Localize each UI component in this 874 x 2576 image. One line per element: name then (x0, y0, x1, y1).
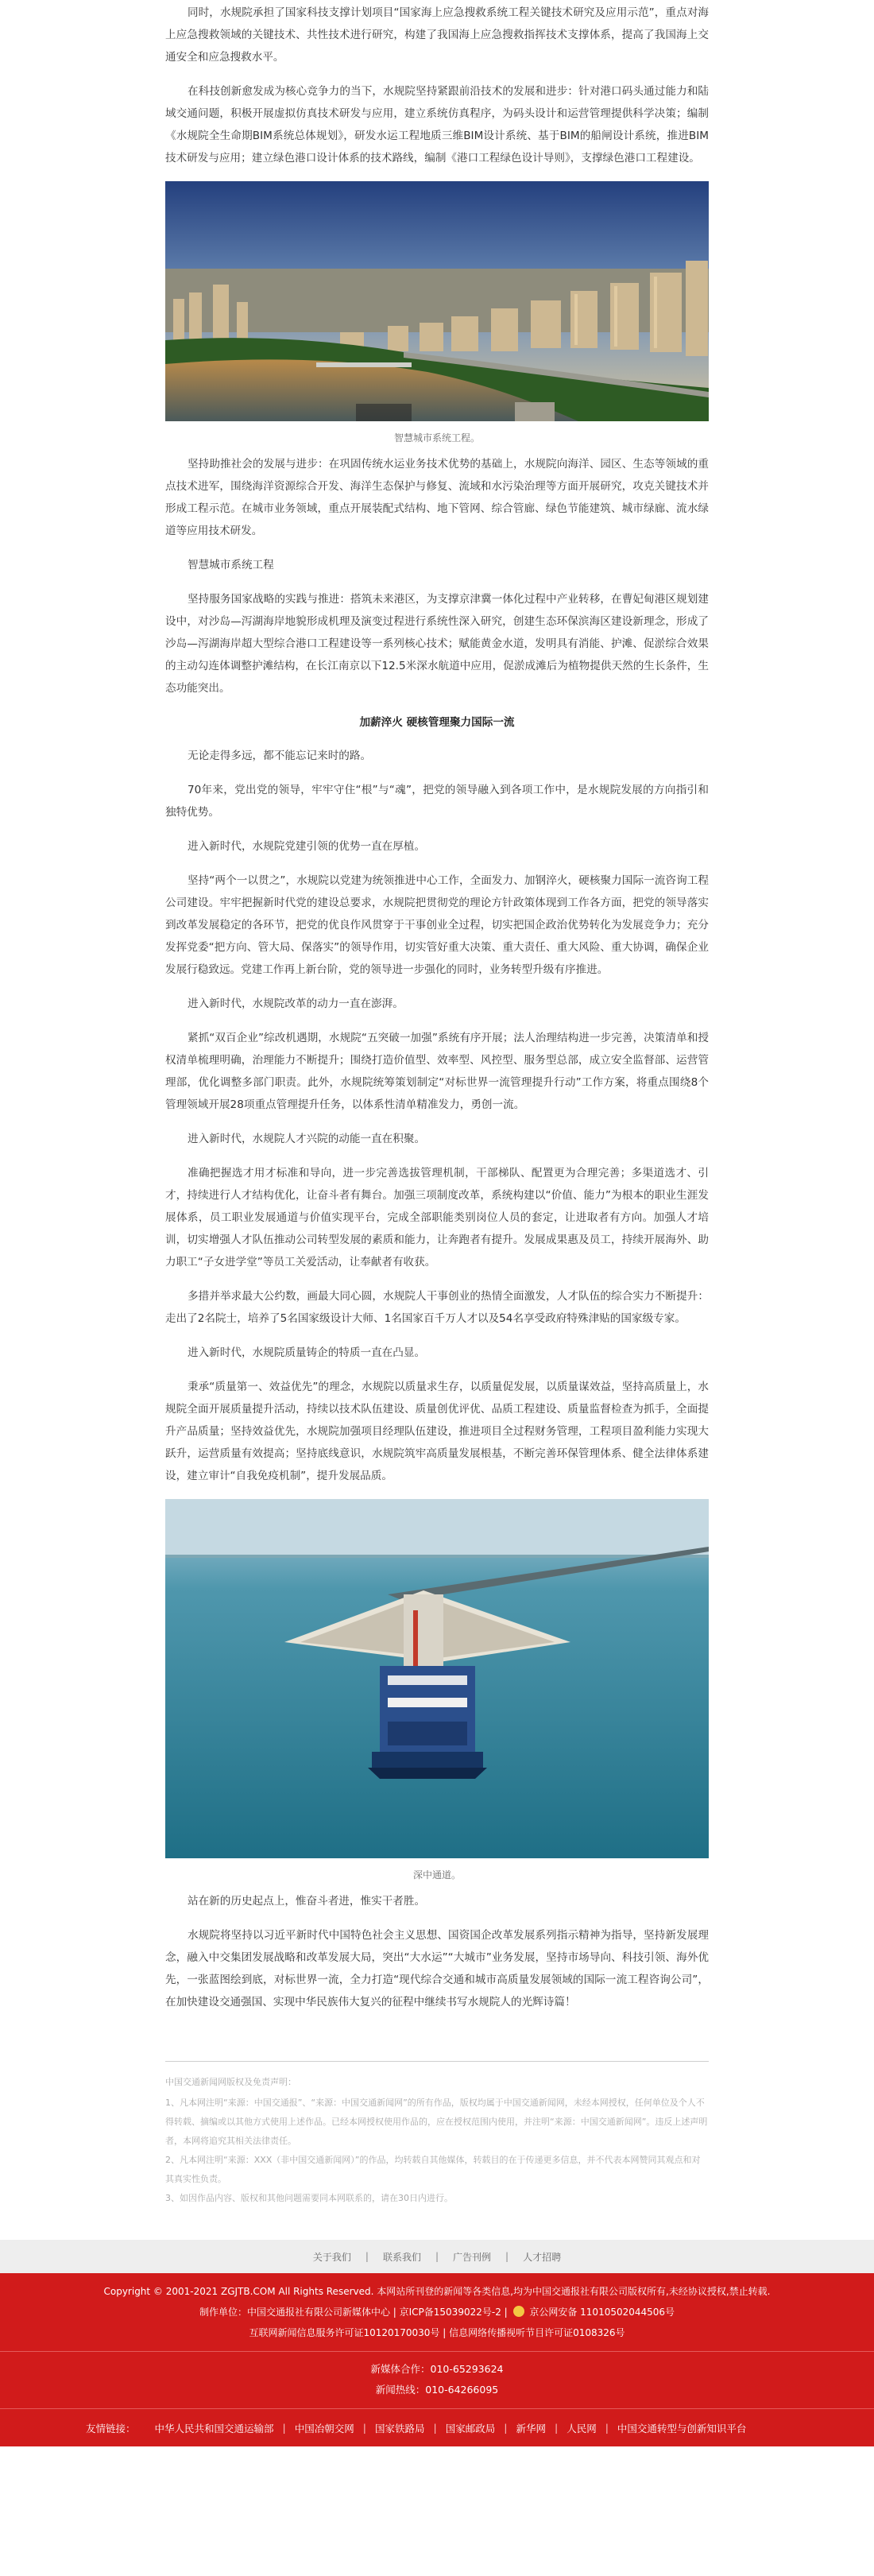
coop-phone: 新媒体合作：010-65293624 (370, 2363, 504, 2375)
bridge-photo (165, 1499, 709, 1858)
footer-copyright (0, 2273, 874, 2351)
divider (165, 2061, 709, 2062)
friend-link[interactable]: 中国冶朝交网 (294, 2422, 354, 2435)
police-record[interactable]: 京公网安备 11010502044506号 (529, 2307, 675, 2318)
article-paragraph: 多措并举求最大公约数，画最大同心圆，水规院人干事创业的热情全面激发，人才队伍的综合实力不断提升：走出了2名院士，培养了5名国家级设计大师、1名国家百千万人才以及54名享受政府特殊津贴的国家级专家。 (165, 1290, 709, 1325)
article-paragraph: 站在新的历史起点上，惟奋斗者进，惟实干者胜。 (188, 1895, 426, 1908)
footer-contact (0, 2351, 874, 2408)
friend-link[interactable]: 中华人民共和国交通运输部 (154, 2422, 274, 2435)
news-hotline: 新闻热线：010-64266095 (375, 2384, 499, 2396)
photo-caption: 深中通道。 (412, 1869, 461, 1881)
photo-caption: 智慧城市系统工程。 (393, 432, 480, 444)
article-paragraph: 同时，水规院承担了国家科技支撑计划项目“国家海上应急搜救系统工程关键技术研究及应用示范”，重点对海上应急搜救领域的关键技术、共性技术进行研究，构建了我国海上应急搜救指挥技术支撑体系，提高了我国海上交通安全和应急搜救水平。 (165, 6, 709, 64)
section-heading: 加薪淬火 硬核管理聚力国际一流 (359, 716, 515, 729)
article-paragraph: 智慧城市系统工程 (188, 559, 274, 571)
footer-link-about[interactable]: 关于我们 (312, 2251, 351, 2263)
footer-link-ads[interactable]: 广告刊例 (453, 2251, 492, 2263)
article-paragraph: 在科技创新愈发成为核心竞争力的当下，水规院坚持紧跟前沿技术的发展和进步：针对港口码头通过能力和陆域交通问题，积极开展虚拟仿真技术研发与应用，建立系统仿真程序，为码头设计和运营管理提供科学决策；编制《水规院全生命期BIM系统总体规划》，研发水运工程地质三维BIM设计系统、基于BIM的船闸设计系统，推进BIM技术研发与应用；建立绿色港口设计体系的技术路线，编制《港口工程绿色设计导则》，支撑绿色港口工程建设。 (165, 85, 709, 165)
article-body (165, 0, 709, 2208)
police-badge-icon (513, 2306, 524, 2317)
article-paragraph: 坚持助推社会的发展与进步：在巩固传统水运业务技术优势的基础上，水规院向海洋、园区、生态等领域的重点技术进军，围绕海洋资源综合开发、海洋生态保护与修复、流域和水污染治理等方面开展研究，攻克关键技术并形成工程示范。在城市业务领域，重点开展装配式结构、地下管网、综合管廊、绿色节能建筑、城市绿廊、流水绿道等应用技术研发。 (165, 458, 709, 537)
copyright-text: Copyright © 2001-2021 ZGJTB.COM All Rights Reserved. 本网站所刊登的新闻等各类信息,均为中国交通报社有限公司版权所有,未经协议授权,禁止转载. (103, 2286, 771, 2297)
friend-link[interactable]: 新华网 (516, 2422, 546, 2435)
article-paragraph: 无论走得多远，都不能忘记来时的路。 (188, 750, 372, 762)
separator: | (605, 2422, 609, 2434)
friend-link[interactable]: 中国交通转型与创新知识平台 (617, 2422, 747, 2435)
separator: | (504, 2422, 508, 2434)
separator: | (282, 2422, 286, 2434)
separator: | (554, 2422, 559, 2434)
producer-line (0, 2302, 874, 2322)
article-paragraph: 水规院将坚持以习近平新时代中国特色社会主义思想、国资国企改革发展系列指示精神为指导，坚持新发展理念，融入中交集团发展战略和改革发展大局，突出“大水运”“大城市”业务发展，坚持市场导向、科技引领、海外优先，一张蓝图绘到底，对标世界一流，全力打造“现代综合交通和城市高质量发展领域的国际一流工程咨询公司”，在加快建设交通强国、实现中华民族伟大复兴的征程中继续书写水规院人的光辉诗篇！ (165, 1929, 709, 2009)
article-paragraph: 进入新时代，水规院改革的动力一直在澎湃。 (188, 997, 404, 1010)
footer-link-contact[interactable]: 联系我们 (382, 2251, 421, 2263)
disclaimer-item: 3、如因作品内容、版权和其他问题需要同本网联系的，请在30日内进行。 (165, 2193, 453, 2203)
separator: | (433, 2422, 437, 2434)
friend-links (0, 2408, 874, 2446)
article-paragraph: 进入新时代，水规院党建引领的优势一直在厚植。 (188, 840, 426, 853)
article-paragraph: 秉承“质量第一、效益优先”的理念，水规院以质量求生存，以质量促发展，以质量谋效益，坚持高质量上，水规院全面开展质量提升活动，持续以技术队伍建设、质量创优评优、品质工程建设、质量监督检查为抓手，全面提升产品质量；坚持效益优先，水规院加强项目经理队伍建设，推进项目全过程财务管理，工程项目盈利能力实现大跃升，运营质量有效提高；坚持底线意识，水规院筑牢高质量发展根基，不断完善环保管理体系、健全法律体系建设，建立审计“自我免疫机制”，提升发展品质。 (165, 1381, 709, 1482)
friend-link[interactable]: 国家铁路局 (374, 2422, 425, 2435)
friend-link[interactable]: 人民网 (567, 2422, 597, 2435)
separator: | (362, 2422, 366, 2434)
separator: | (365, 2251, 369, 2262)
footer-link-jobs[interactable]: 人才招聘 (523, 2251, 562, 2263)
separator: | (435, 2251, 439, 2262)
disclaimer-title: 中国交通新闻网版权及免责声明： (165, 2077, 296, 2087)
article-paragraph: 坚持服务国家战略的实践与推进：搭筑未来港区，为支撑京津冀一体化过程中产业转移，在曹妃甸港区规划建设中，对沙岛—泻湖海岸地貌形成机理及演变过程进行系统性深入研究，创建生态环保滨海区建设新理念，形成了沙岛—泻湖海岸超大型综合港口工程建设等一系列核心技术；赋能黄金水道，发明具有消能、护滩、促淤综合效果的主动勾连体调整护滩结构，在长江南京以下12.5米深水航道中应用，促淤成滩后为植物提供天然的生长条件，生态功能突出。 (165, 593, 709, 695)
article-paragraph: 紧抓“双百企业”综改机遇期，水规院“五突破一加强”系统有序开展；法人治理结构进一步完善，决策清单和授权清单梳理明确，治理能力不断提升；围绕打造价值型、效率型、风控型、服务型总部，成立安全监督部、运营管理部，优化调整多部门职责。此外，水规院统筹策划制定“对标世界一流管理提升行动”工作方案，将重点围绕8个管理领域开展28项重点管理提升任务，以体系性清单精准发力，勇创一流。 (165, 1032, 709, 1111)
footer-nav (0, 2240, 874, 2273)
article-paragraph: 准确把握选才用才标准和导向，进一步完善选拔管理机制，干部梯队、配置更为合理完善；多渠道选才、引才，持续进行人才结构优化，让奋斗者有舞台。加强三项制度改革，系统构建以“价值、能力”为根本的职业生涯发展体系，员工职业发展通道与价值实现平台，完成全部职能类别岗位人员的套定，让进取者有方向。加强人才培训，切实增强人才队伍推动公司转型发展的素质和能力，让奔跑者有提升。发展成果惠及员工，持续开展海外、助力职工“子女进学堂”等员工关爱活动，让奉献者有收获。 (165, 1167, 709, 1269)
producer-text: 制作单位：中国交通报社有限公司新媒体中心 | 京ICP备15039022号-2 | (199, 2307, 508, 2318)
bridge-photo-image (165, 1499, 709, 1858)
license-text: 互联网新闻信息服务许可证10120170030号 | 信息网络传播视听节目许可证0108326号 (249, 2327, 625, 2338)
article-paragraph: 70年来，党出党的领导，牢牢守住“根”与“魂”，把党的领导融入到各项工作中，是水规院发展的方向指引和独特优势。 (165, 784, 709, 819)
copyright-disclaimer (165, 2073, 709, 2208)
article-paragraph: 进入新时代，水规院质量铸企的特质一直在凸显。 (188, 1346, 426, 1359)
disclaimer-item: 2、凡本网注明“来源：XXX（非中国交通新闻网）”的作品，均转载自其他媒体，转载目的在于传递更多信息，并不代表本网赞同其观点和对其真实性负责。 (165, 2155, 701, 2184)
article-paragraph: 坚持“两个一以贯之”，水规院以党建为统领推进中心工作，全面发力、加钢淬火，硬核聚力国际一流咨询工程公司建设。牢牢把握新时代党的建设总要求，水规院把贯彻党的理论方针政策体现到工作各方面，把党的领导落实到改革发展稳定的各环节，把党的优良作风贯穿于干事创业全过程，切实把国企政治优势转化为发展竞争力；充分发挥党委“把方向、管大局、保落实”的领导作用，切实管好重大决策、重大责任、重大风险、重大协调，确保企业发展行稳致远。党建工作再上新台阶，党的领导进一步强化的同时，业务转型升级有序推进。 (165, 874, 709, 976)
city-photo (165, 181, 709, 421)
city-photo-image (165, 181, 709, 421)
article-paragraph: 进入新时代，水规院人才兴院的动能一直在积聚。 (188, 1133, 426, 1145)
disclaimer-item: 1、凡本网注明“来源：中国交通报”、“来源：中国交通新闻网”的所有作品，版权均属于中国交通新闻网，未经本网授权，任何单位及个人不得转载、摘编或以其他方式使用上述作品。已经本网授权使用作品的，应在授权范围内使用，并注明“来源：中国交通新闻网”。违反上述声明者，本网将追究其相关法律责任。 (165, 2098, 708, 2146)
friend-link[interactable]: 国家邮政局 (445, 2422, 496, 2435)
separator: | (505, 2251, 509, 2262)
friend-links-label: 友情链接： (86, 2422, 136, 2435)
